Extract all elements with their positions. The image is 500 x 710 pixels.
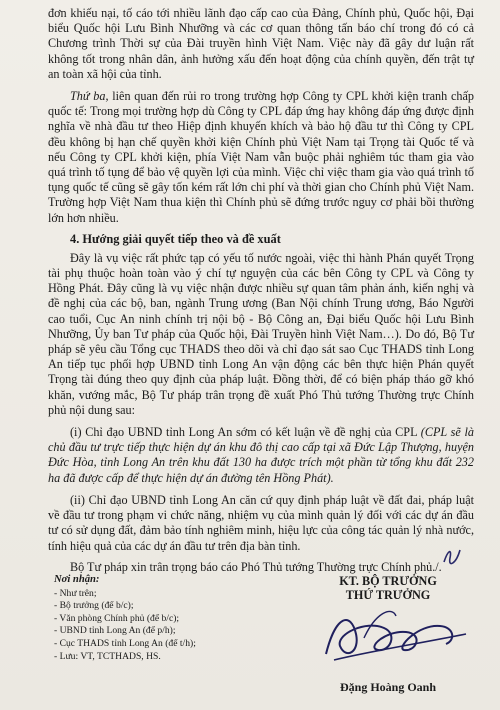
signature-position: THỨ TRƯỞNG xyxy=(345,588,431,602)
proposal-i xyxy=(48,425,474,486)
section-heading: 4. Hướng giải quyết tiếp theo và đề xuất xyxy=(70,231,281,246)
paragraph-lead: Thứ ba, xyxy=(70,89,109,104)
signer-name: Đặng Hoàng Oanh xyxy=(339,680,437,694)
recipient-item: - UBND tỉnh Long An (để p/h); xyxy=(54,625,176,637)
handwritten-initials xyxy=(440,544,464,568)
recipients-title: Nơi nhận: xyxy=(54,574,100,585)
proposal-ii: (ii) Chỉ đạo UBND tỉnh Long An căn cứ quy định pháp luật về đất đai, pháp luật về đầu tư trong phạm vi chức năng, nhiệm vụ của mình quản lý đối với các dự án đầu tư có sử dụng đất, đảm bảo tính nghiêm minh, hiệu lực của công tác quản lý nhà nước, tính hiệu quả của các dự án đầu tư trên địa bàn tỉnh. xyxy=(48,492,474,553)
closing-line: Bộ Tư pháp xin trân trọng báo cáo Phó Thủ tướng Thường trực Chính phủ./. xyxy=(70,559,442,574)
signature-authority: KT. BỘ TRƯỞNG xyxy=(339,574,437,588)
footer-block xyxy=(48,566,474,706)
recipient-item: - Lưu: VT, TCTHADS, HS. xyxy=(54,650,161,662)
paragraph-body: liên quan đến rủi ro trong trường hợp Công ty CPL khởi kiện tranh chấp quốc tế: Trong mọi trường hợp dù Công ty CPL đáp ứng hay không đáp ứng được định nghĩa về nhà đầu tư theo Hiệp định khuyến khích và bảo hộ đầu tư thì Công ty CPL đều không bị hạn chế quyền khởi kiện Chính phủ Việt Nam tại Trọng tài Quốc tế và nếu Công ty CPL khởi kiện, phía Việt Nam vẫn buộc phải nghiêm túc tham gia vào quá trình tố tụng để bảo vệ quyền lợi của mình. Việc chỉ việc tham gia vào quá trình tố tụng quốc tế cũng sẽ gây tốn kém rất lớn chi phí và thời gian cho Chính phủ Việt Nam. Trường hợp Việt Nam thua kiện thì Chính phủ sẽ đứng trước nguy cơ phải bồi thường lớn hơn nhiều. xyxy=(48,89,474,225)
paragraph-complaints: đơn khiếu nại, tố cáo tới nhiều lãnh đạo cấp cao của Đảng, Chính phủ, Quốc hội, Đại biểu Quốc hội Lưu Bình Nhưỡng và các cơ quan thông tấn báo chí trong đó có cả Chương trình Thời sự của Đài truyền hình Việt Nam. Việc này đã gây dư luận rất không tốt trong nhân dân, ảnh hưởng xấu đến hoạt động của chính quyền, đến trật tự an toàn xã hội của tỉnh. xyxy=(48,6,474,81)
paragraph-third-risk xyxy=(48,89,474,226)
signature-block xyxy=(298,574,478,694)
recipient-item: - Bộ trưởng (để b/c); xyxy=(54,600,134,612)
recipient-item: - Như trên; xyxy=(54,587,97,599)
recipient-item: - Cục THADS tỉnh Long An (để t/h); xyxy=(54,637,196,649)
paragraph-situation: Đây là vụ việc rất phức tạp có yếu tố nước ngoài, việc thi hành Phán quyết Trọng tài phụ thuộc hoàn toàn vào ý chí tự nguyện của các bên Công ty CPL và Công ty Hồng Phát. Đây cũng là vụ việc nhận được nhiều sự quan tâm phản ánh, kiến nghị và đề nghị của các bộ, ban, ngành Trung ương (Ban Nội chính Trung ương, Báo Người cao tuổi, Cục An ninh chính trị nội bộ - Bộ Công an, Đại biểu Quốc hội Lưu Bình Nhưỡng, Ủy ban Tư pháp của Quốc hội, Đài Truyền hình Việt Nam…). Do đó, Bộ Tư pháp sẽ yêu cầu Tổng cục THADS theo dõi và chỉ đạo sát sao Cục THADS tỉnh Long An tiếp tục phối hợp UBND tỉnh Long An vận động các bên thực hiện Phán quyết Trọng tài đúng theo quy định của pháp luật. Đồng thời, để có biện pháp tháo gỡ khó khăn, vướng mắc, Bộ Tư pháp trân trọng đề xuất Phó Thủ tướng Thường trực Chính phủ nội dung sau: xyxy=(48,250,474,417)
proposal-i-note: (CPL sẽ là chủ đầu tư trực tiếp thực hiện dự án khu đô thị cao cấp tại xã Đức Lập Thượng, huyện Đức Hòa, tỉnh Long An trên khu đất 130 ha được trích một phần từ tổng khu đất 232 ha đã được cấp để thực hiện dự án đường tên Hồng Phát). xyxy=(48,425,474,485)
proposal-i-main: (i) Chỉ đạo UBND tỉnh Long An sớm có kết luận về đề nghị của CPL xyxy=(70,425,421,440)
handwritten-signature xyxy=(306,594,476,676)
recipients-list xyxy=(54,574,269,663)
recipient-item: - Văn phòng Chính phủ (để b/c); xyxy=(54,612,180,624)
